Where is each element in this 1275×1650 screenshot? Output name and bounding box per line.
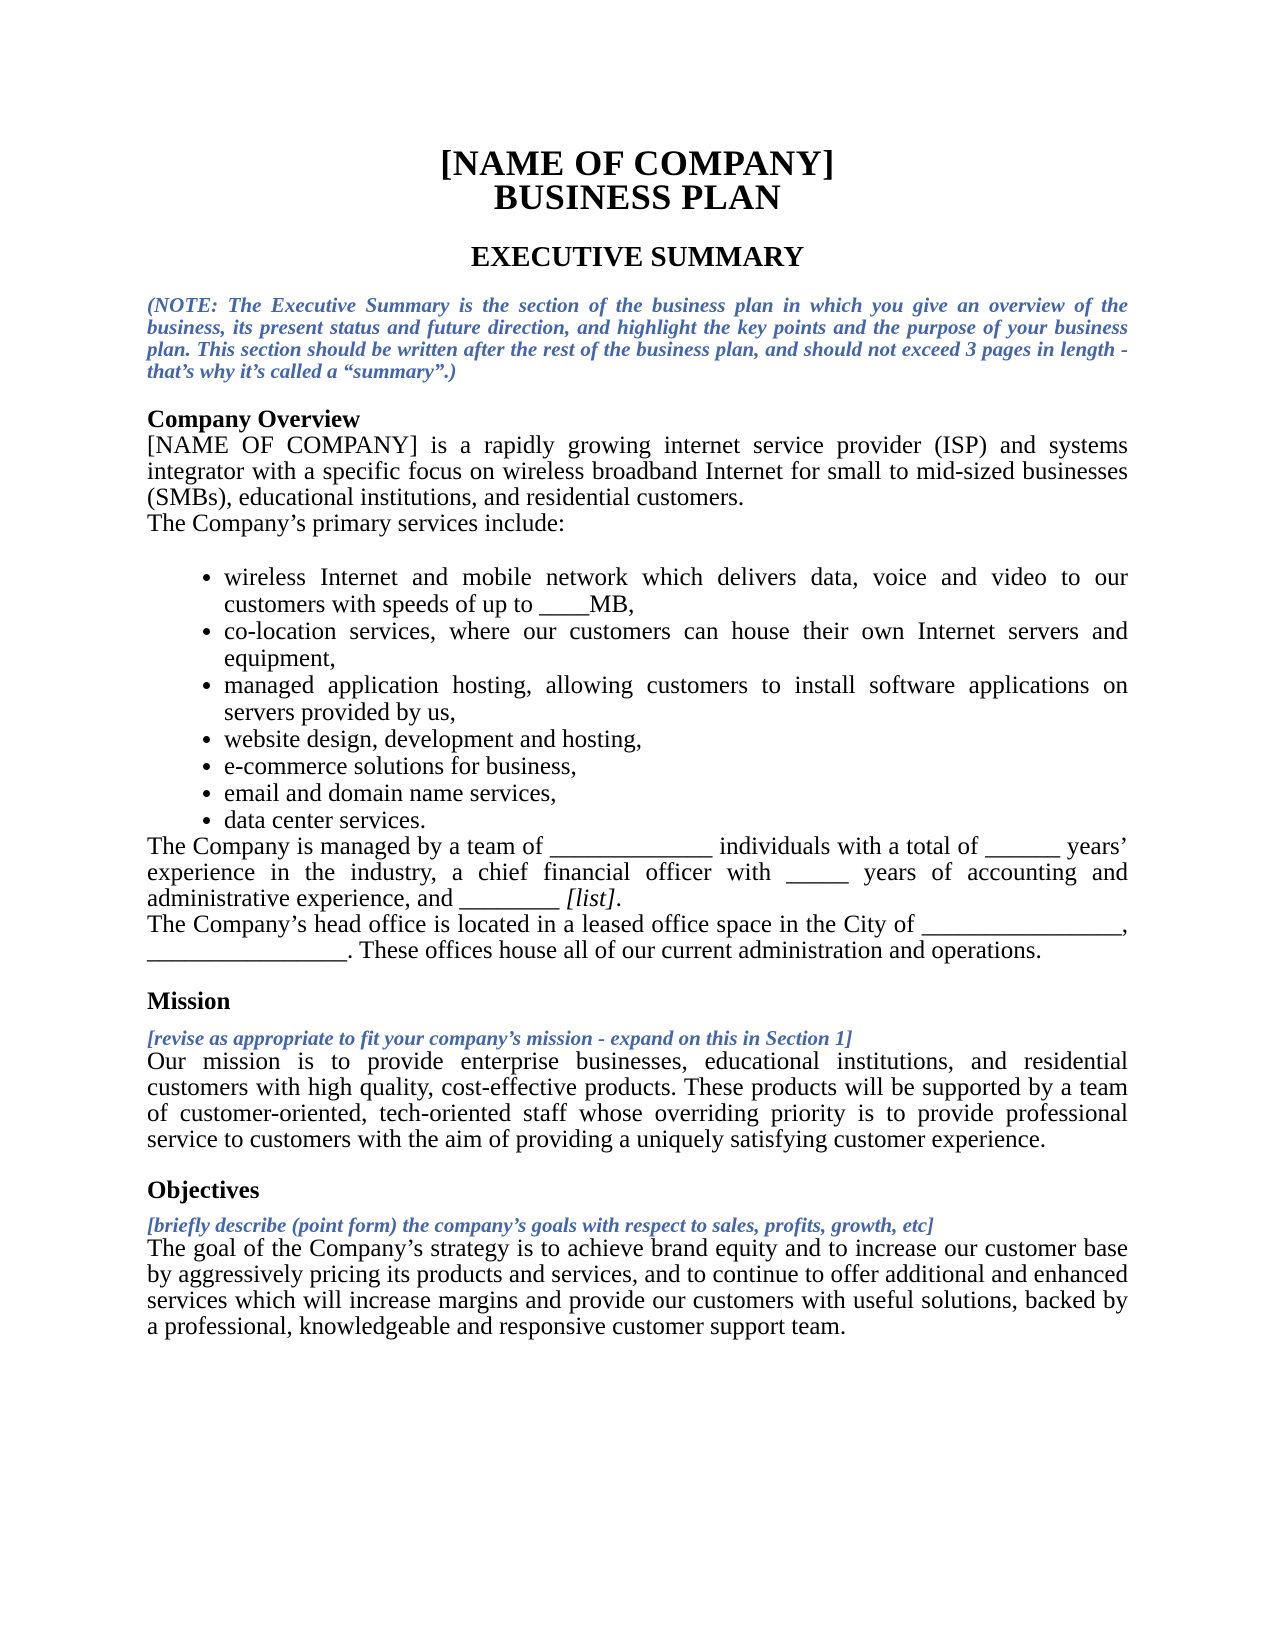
service-item: • data center services.: [224, 807, 1128, 834]
head-office-paragraph: The Company’s head office is located in a leased office space in the City of ________________, ________________. These offices house all of our current administration and operations.: [147, 911, 1128, 964]
objectives-paragraph: The goal of the Company’s strategy is to achieve brand equity and to increase our customer base by aggressively pricing its products and services, and to continue to offer additional and enhanced services which will increase margins and provide our customers with useful solutions, backed by a professional, knowledgeable and responsive customer support team.: [147, 1235, 1128, 1340]
company-overview-paragraph: [NAME OF COMPANY] is a rapidly growing internet service provider (ISP) and systems integrator with a specific focus on wireless broadband Internet for small to mid-sized businesses (SMBs), educational institutions, and residential customers.: [147, 432, 1128, 511]
service-item: • managed application hosting, allowing customers to install software applications on servers provided by us,: [224, 672, 1128, 726]
company-name-placeholder: [NAME OF COMPANY]: [440, 143, 835, 183]
objectives-section: [147, 1178, 1128, 1340]
section-title: EXECUTIVE SUMMARY: [470, 241, 805, 273]
company-overview-heading: Company Overview: [147, 406, 361, 433]
mission-note: [revise as appropriate to fit your company’s mission - expand on this in Section 1]: [147, 1026, 853, 1050]
services-list: [147, 564, 1128, 834]
service-item: • website design, development and hosting,: [224, 726, 1128, 753]
mission-paragraph: Our mission is to provide enterprise businesses, educational institutions, and residential customers with high quality, cost-effective products. These products will be supported by a team of customer-oriented, tech-oriented staff whose overriding priority is to provide professional service to customers with the aim of providing a uniquely satisfying customer experience.: [147, 1048, 1128, 1153]
management-team-period: .: [615, 885, 622, 912]
service-item: • wireless Internet and mobile network which delivers data, voice and video to our customers with speeds of up to ____MB,: [224, 564, 1128, 618]
service-item: • co-location services, where our customers can house their own Internet servers and equipment,: [224, 618, 1128, 672]
objectives-heading: Objectives: [147, 1177, 260, 1204]
executive-summary-note: (NOTE: The Executive Summary is the section of the business plan in which you give an overview of the business, its present status and future direction, and highlight the key points and the purpose of your business plan. This section should be written after the rest of the business plan, and should not exceed 3 pages in length - that’s why it’s called a “summary”.): [147, 293, 1128, 383]
objectives-note: [briefly describe (point form) the company’s goals with respect to sales, profits, growth, etc]: [147, 1213, 935, 1237]
service-item: • e-commerce solutions for business,: [224, 753, 1128, 780]
services-intro: The Company’s primary services include:: [147, 510, 565, 537]
service-item: • email and domain name services,: [224, 780, 1128, 807]
document-header: [147, 143, 1128, 383]
document-title: [147, 143, 1128, 217]
document-type-title: BUSINESS PLAN: [493, 177, 782, 217]
mission-heading: Mission: [147, 988, 231, 1015]
mission-section: [147, 989, 1128, 1153]
management-team-text: The Company is managed by a team of _____________ individuals with a total of ______ years’ experience in the industry, a chief financial officer with _____ years of accounting and administrative experience, and ________: [147, 833, 1128, 912]
management-team-paragraph: [147, 834, 1128, 912]
list-placeholder: [list]: [565, 885, 616, 912]
company-overview-section: [147, 407, 1128, 964]
